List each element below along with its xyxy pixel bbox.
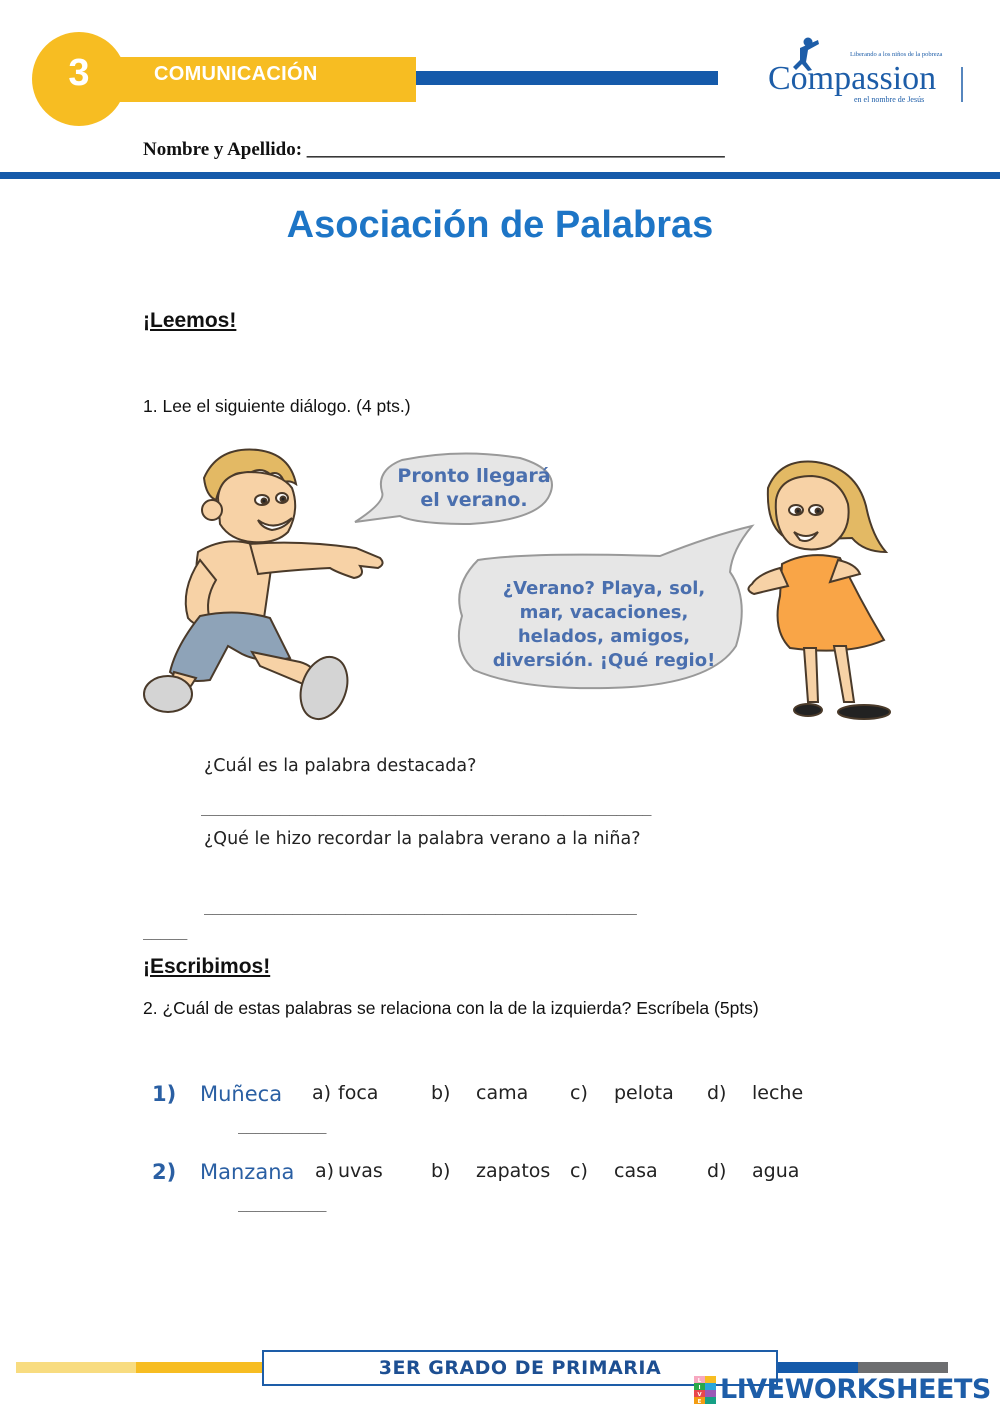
subject-label: COMUNICACIÓN	[154, 63, 318, 85]
boy-speech-line-1: Pronto llegará	[397, 465, 551, 487]
option-b: zapatos	[476, 1160, 551, 1182]
logo-tagline-top: Liberando a los niños de la pobreza	[850, 51, 943, 58]
svg-text:L: L	[697, 1377, 702, 1384]
exercise-word: Manzana	[200, 1160, 295, 1184]
dialogue-comic	[140, 440, 900, 730]
answer-line-2[interactable]: _________________________________________________	[204, 897, 637, 915]
girl-speech-line-1: ¿Verano? Playa, sol,	[502, 578, 706, 599]
option-a-label: a)	[312, 1082, 332, 1104]
grade-number: 3	[68, 52, 90, 94]
option-b: cama	[476, 1082, 529, 1104]
compassion-logo	[762, 34, 972, 114]
option-c-label: c)	[570, 1160, 588, 1182]
option-b-label: b)	[431, 1160, 451, 1182]
liveworksheets-badge-icon	[694, 1376, 716, 1404]
option-d-label: d)	[707, 1160, 727, 1182]
question-2: ¿Qué le hizo recordar la palabra verano a la niña?	[204, 829, 641, 849]
section-heading-leemos: ¡Leemos!	[143, 309, 237, 332]
logo-wordmark: Compassion	[768, 60, 937, 97]
question-1: ¿Cuál es la palabra destacada?	[204, 756, 477, 776]
svg-text:E: E	[697, 1398, 702, 1404]
option-d: leche	[752, 1082, 804, 1104]
option-c: casa	[614, 1160, 658, 1182]
logo-tagline-bottom: en el nombre de Jesús	[854, 95, 925, 104]
answer-line-2-continued[interactable]: _____	[143, 922, 188, 940]
option-c: pelota	[614, 1082, 674, 1104]
header-divider	[0, 172, 1000, 179]
boy-illustration	[144, 450, 383, 726]
answer-line-1[interactable]: ___________________________________________________	[201, 798, 652, 816]
girl-speech-line-3: helados, amigos,	[517, 626, 691, 647]
girl-speech-line-4: diversión. ¡Qué regio!	[492, 650, 716, 671]
option-b-label: b)	[431, 1082, 451, 1104]
girl-illustration	[748, 462, 890, 719]
exercise-answer-line-1[interactable]: __________	[238, 1116, 327, 1134]
header-accent-bar	[416, 71, 718, 85]
exercise-answer-line-2[interactable]: __________	[238, 1194, 327, 1212]
svg-text:I: I	[698, 1384, 701, 1391]
instruction-2: 2. ¿Cuál de estas palabras se relaciona con la de la izquierda? Escríbela (5pts)	[143, 998, 759, 1018]
boy-speech-line-2: el verano.	[420, 489, 528, 511]
boy-speech-bubble	[355, 453, 552, 524]
liveworksheets-wordmark: LIVEWORKSHEETS	[720, 1374, 991, 1405]
option-a: foca	[338, 1082, 379, 1104]
option-a-label: a)	[315, 1160, 335, 1182]
option-d: agua	[752, 1160, 800, 1182]
girl-speech-bubble	[459, 526, 752, 688]
page-title: Asociación de Palabras	[286, 204, 714, 246]
exercise-word: Muñeca	[200, 1082, 283, 1106]
instruction-1: 1. Lee el siguiente diálogo. (4 pts.)	[143, 396, 411, 416]
option-a: uvas	[338, 1160, 383, 1182]
grade-footer-label: 3ER GRADO DE PRIMARIA	[262, 1350, 778, 1386]
option-c-label: c)	[570, 1082, 588, 1104]
svg-text:V: V	[697, 1391, 702, 1398]
option-d-label: d)	[707, 1082, 727, 1104]
name-field[interactable]: Nombre y Apellido: ____________________________________________	[143, 139, 725, 160]
girl-speech-line-2: mar, vacaciones,	[519, 602, 689, 623]
liveworksheets-logo[interactable]	[694, 1374, 991, 1405]
exercise-number: 2)	[152, 1160, 177, 1184]
exercise-number: 1)	[152, 1082, 177, 1106]
section-heading-escribimos: ¡Escribimos!	[143, 955, 271, 978]
